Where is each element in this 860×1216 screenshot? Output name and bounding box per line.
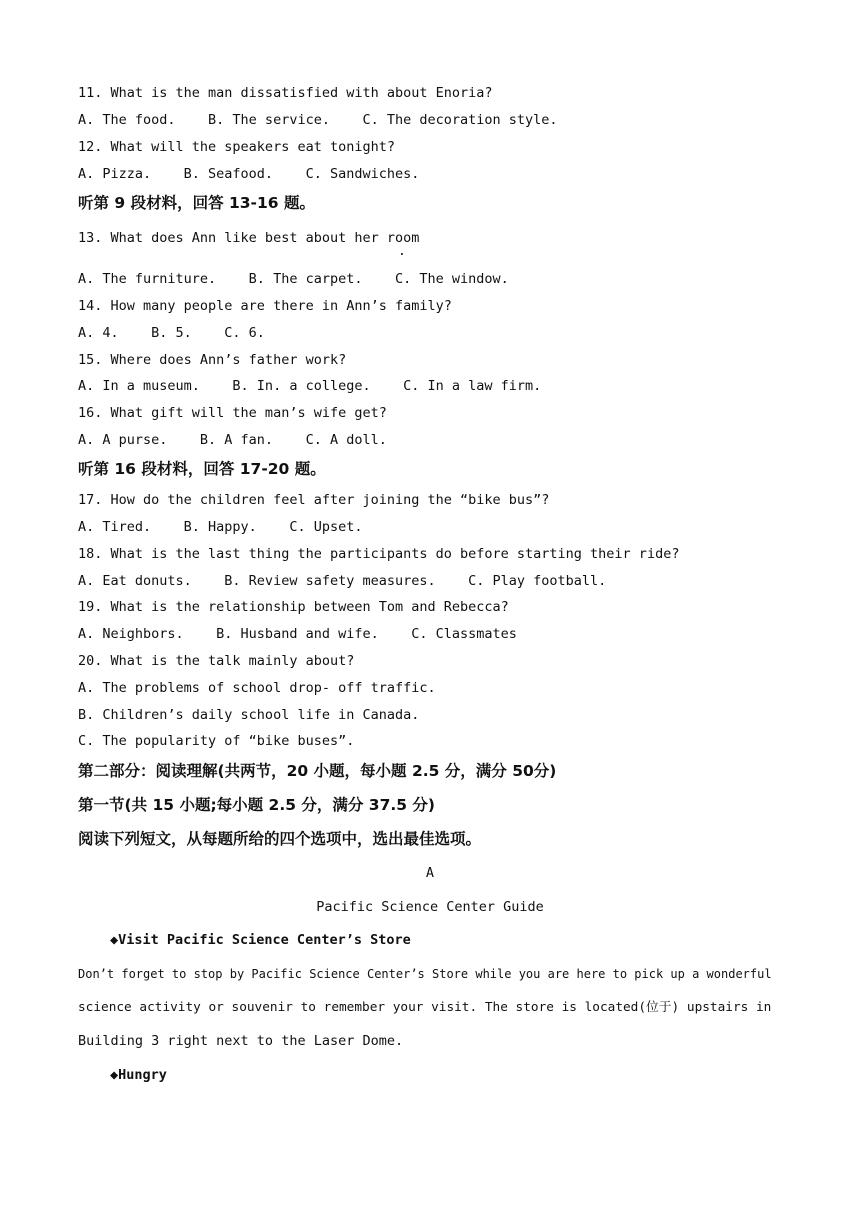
question-12: 12. What will the speakers eat tonight? [78, 139, 395, 155]
question-13: 13. What does Ann like best about her room [78, 230, 420, 246]
part-two-heading: 第二部分：阅读理解(共两节，20 小题，每小题 2.5 分，满分 50分) [78, 762, 557, 780]
store-paragraph-line-1: Don’t forget to stop by Pacific Science Center’s Store while you are here to pick up a wonderful [78, 967, 772, 981]
section-heading-material-16: 听第 16 段材料，回答 17-20 题。 [78, 460, 326, 478]
hungry-heading: ◆Hungry [110, 1067, 167, 1083]
question-17-options: A. Tired. B. Happy. C. Upset. [78, 519, 363, 535]
question-20-option-a: A. The problems of school drop- off traffic. [78, 680, 436, 696]
question-19: 19. What is the relationship between Tom and Rebecca? [78, 599, 509, 615]
question-11-options: A. The food. B. The service. C. The decoration style. [78, 112, 558, 128]
question-16-options: A. A purse. B. A fan. C. A doll. [78, 432, 387, 448]
section-one-heading: 第一节(共 15 小题;每小题 2.5 分，满分 37.5 分) [78, 796, 436, 814]
instructions: 阅读下列短文，从每题所给的四个选项中，选出最佳选项。 [78, 830, 482, 848]
question-19-options: A. Neighbors. B. Husband and wife. C. Classmates [78, 626, 517, 642]
store-paragraph-line-2: science activity or souvenir to remember your visit. The store is located(位于) upstairs in [78, 1000, 772, 1015]
question-11: 11. What is the man dissatisfied with about Enoria? [78, 85, 493, 101]
passage-title: Pacific Science Center Guide [316, 899, 544, 915]
store-heading: ◆Visit Pacific Science Center’s Store [110, 932, 411, 948]
question-20-option-c: C. The popularity of “bike buses”. [78, 733, 355, 749]
stray-dot: . [398, 244, 406, 259]
store-paragraph-line-3: Building 3 right next to the Laser Dome. [78, 1033, 404, 1049]
question-15: 15. Where does Ann’s father work? [78, 352, 347, 368]
question-20-option-b: B. Children’s daily school life in Canada. [78, 707, 420, 723]
passage-letter: A [425, 865, 435, 881]
question-14-options: A. 4. B. 5. C. 6. [78, 325, 265, 341]
question-20: 20. What is the talk mainly about? [78, 653, 355, 669]
question-13-options: A. The furniture. B. The carpet. C. The window. [78, 271, 509, 287]
question-18: 18. What is the last thing the participants do before starting their ride? [78, 546, 680, 562]
section-heading-material-9: 听第 9 段材料，回答 13-16 题。 [78, 194, 315, 212]
question-15-options: A. In a museum. B. In. a college. C. In a law firm. [78, 378, 542, 394]
question-18-options: A. Eat donuts. B. Review safety measures. C. Play football. [78, 573, 607, 589]
question-12-options: A. Pizza. B. Seafood. C. Sandwiches. [78, 166, 420, 182]
question-14: 14. How many people are there in Ann’s family? [78, 298, 452, 314]
question-17: 17. How do the children feel after joining the “bike bus”? [78, 492, 550, 508]
question-16: 16. What gift will the man’s wife get? [78, 405, 387, 421]
